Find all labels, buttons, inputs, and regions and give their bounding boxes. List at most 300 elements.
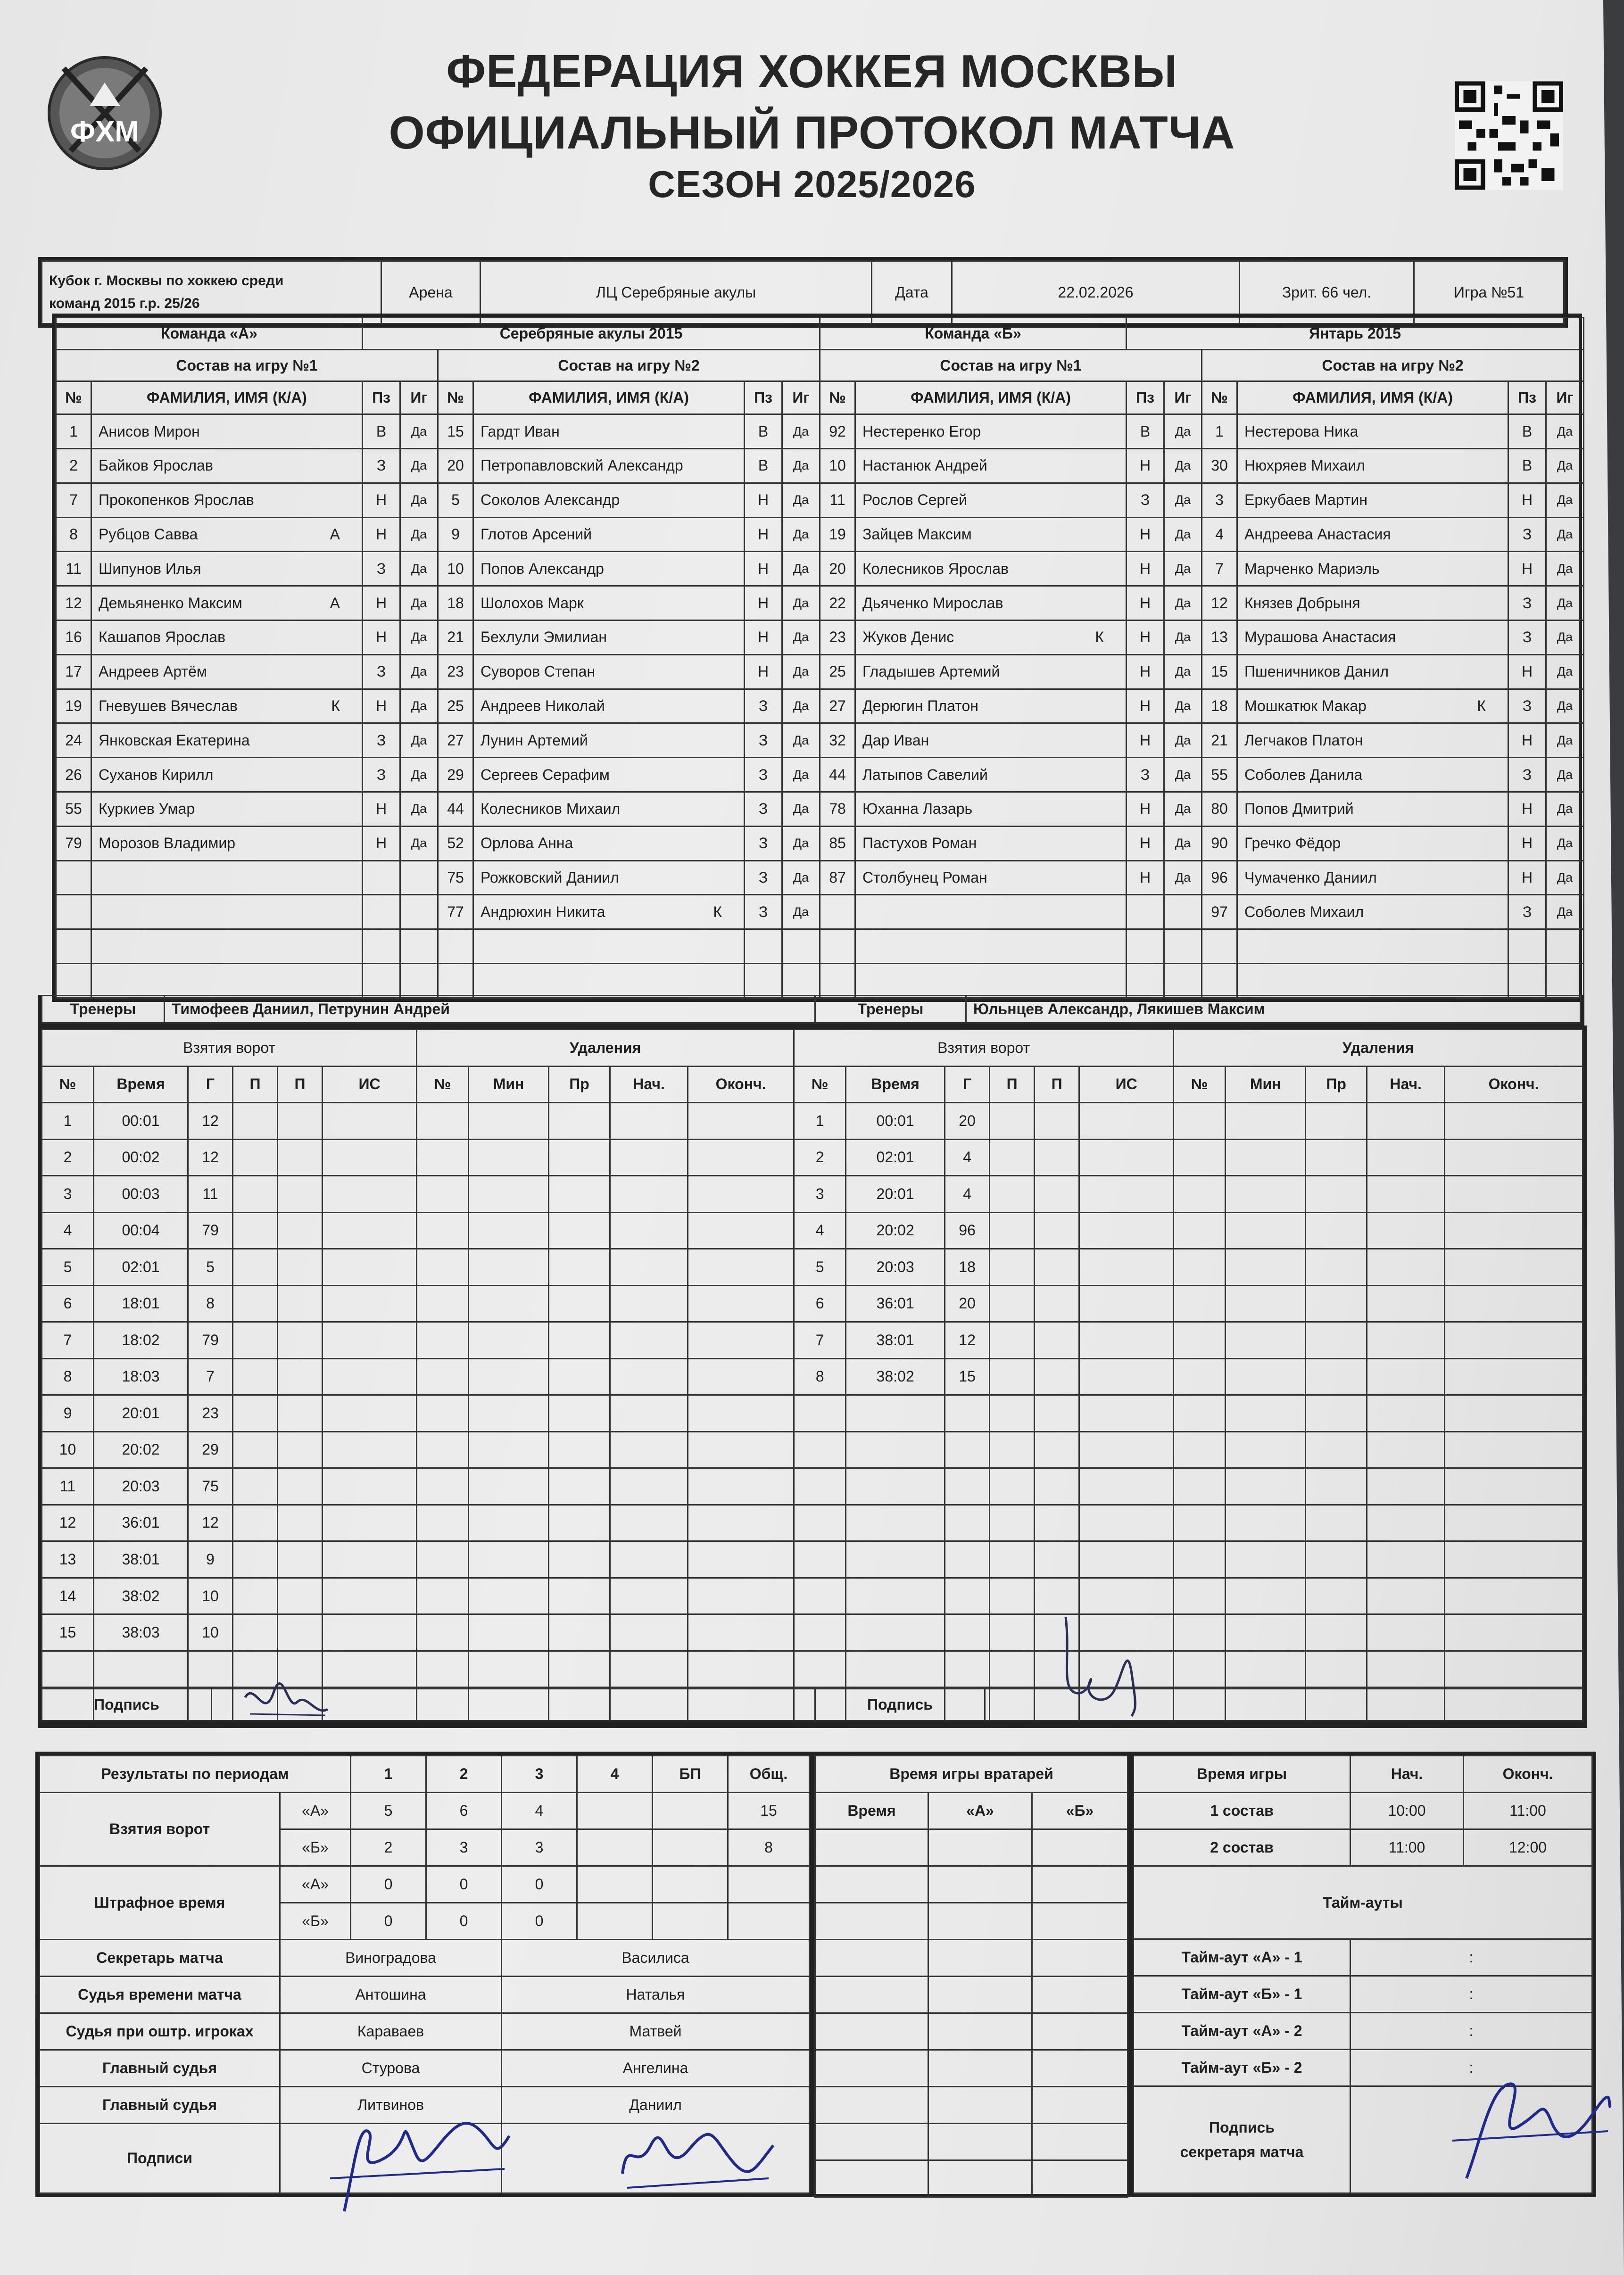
referee-signature-1: [325, 2098, 514, 2221]
player-number: 23: [820, 620, 855, 654]
col-goal-num: №: [42, 1066, 94, 1103]
penalty-cell: [549, 1249, 610, 1286]
goal-time: 38:02: [846, 1358, 945, 1395]
player-name: [473, 929, 745, 964]
goal-time: 20:02: [846, 1212, 945, 1249]
penalty-cell: [610, 1358, 688, 1395]
coach-b-signature: [1061, 1613, 1141, 1721]
penalty-cell: [1367, 1541, 1445, 1578]
col-assist2: П: [278, 1066, 323, 1103]
penalty-cell: [1445, 1431, 1583, 1468]
penalty-cell: [549, 1358, 610, 1395]
gk-cell: [1032, 2050, 1128, 2087]
player-name: [91, 758, 363, 792]
goal-scorer: 96: [945, 1212, 990, 1249]
player-name: [473, 758, 745, 792]
player-position: Н: [1508, 826, 1546, 860]
player-name-text: Андреева Анастасия: [1244, 525, 1391, 543]
player-plays: Да: [1164, 620, 1202, 654]
player-plays: Да: [400, 586, 438, 620]
goal-num: 3: [794, 1176, 846, 1213]
player-name: [91, 620, 363, 654]
goal-scorer: [945, 1468, 990, 1505]
timeout-row: [1134, 2013, 1592, 2050]
col-play: Иг: [1546, 381, 1584, 414]
penalty-cell: [1445, 1176, 1583, 1213]
player-number: [820, 929, 855, 964]
captain-mark: К: [1477, 697, 1486, 715]
penalty-cell: [417, 1139, 469, 1176]
gametime-row: [1134, 1829, 1592, 1866]
player-plays: Да: [1164, 586, 1202, 620]
coaches-b: Юльнцев Александр, Лякишев Максим: [966, 996, 1581, 1023]
goal-num: [794, 1505, 846, 1541]
penalty-cell: [469, 1249, 549, 1286]
penalty-cell: [1226, 1541, 1306, 1578]
player-name-text: Андрюхин Никита: [481, 903, 605, 920]
player-position: Н: [1508, 483, 1546, 517]
team-b-label: Команда «Б»: [820, 318, 1127, 350]
player-name: [473, 517, 745, 552]
player-position: Н: [745, 483, 782, 517]
event-row: [42, 1103, 1583, 1140]
event-row: [42, 1541, 1583, 1578]
goal-num: [794, 1395, 846, 1432]
goal-is: [1079, 1322, 1174, 1359]
goal-is: [1079, 1431, 1174, 1468]
player-plays: Да: [400, 620, 438, 654]
period-value: 3: [426, 1829, 502, 1866]
goal-num: 11: [42, 1468, 94, 1505]
player-number: 87: [820, 860, 855, 895]
player-position: [363, 929, 400, 964]
goal-assist: [990, 1431, 1035, 1468]
captain-mark: К: [713, 903, 722, 920]
gametime-row: [1134, 1793, 1592, 1829]
player-name: [1237, 586, 1508, 620]
player-number: 78: [820, 792, 855, 827]
official-row: [40, 1977, 810, 2013]
penalty-cell: [1445, 1505, 1583, 1541]
penalty-cell: [1226, 1651, 1306, 1688]
gk-cell: [928, 2124, 1032, 2160]
player-position: З: [1508, 689, 1546, 723]
gk-row: [815, 1829, 1128, 1866]
penalty-cell: [610, 1103, 688, 1140]
player-name: [91, 689, 363, 723]
gk-row: [815, 1866, 1128, 1903]
gk-cell: [815, 1977, 928, 2013]
player-plays: Да: [1164, 517, 1202, 552]
col-pen-end: Оконч.: [688, 1066, 794, 1103]
gk-a: «А»: [928, 1793, 1032, 1829]
period-value: [653, 1903, 728, 1940]
penalty-cell: [549, 1285, 610, 1322]
period-value: 0: [351, 1903, 426, 1940]
player-name: [91, 414, 363, 449]
col-name: ФАМИЛИЯ, ИМЯ (К/А): [91, 381, 363, 414]
player-name: [91, 654, 363, 689]
penalty-cell: [469, 1468, 549, 1505]
penalty-cell: [1226, 1395, 1306, 1432]
goal-assist: [1035, 1358, 1079, 1395]
player-name: [473, 654, 745, 689]
penalty-cell: [1445, 1541, 1583, 1578]
period-value: [653, 1793, 728, 1829]
penalty-cell: [610, 1139, 688, 1176]
player-number: [1202, 929, 1237, 964]
player-name: [91, 517, 363, 552]
goal-assist: [278, 1578, 323, 1614]
penalty-cell: [1174, 1212, 1226, 1249]
goal-is: [1079, 1176, 1174, 1213]
col-play: Иг: [1164, 381, 1202, 414]
referee-signature-2: [618, 2117, 778, 2197]
player-position: Н: [1508, 654, 1546, 689]
secretary-sign-line1: Подпись: [1209, 2119, 1275, 2136]
player-number: 52: [438, 826, 473, 860]
player-name-text: Рослов Сергей: [862, 491, 967, 509]
penalty-cell: [549, 1541, 610, 1578]
penalty-cell: [1306, 1249, 1367, 1286]
team-a-label: Команда «А»: [56, 318, 363, 350]
player-number: 4: [1202, 517, 1237, 552]
official-firstname: Ангелина: [502, 2050, 810, 2087]
lineup1-b: Состав на игру №1: [820, 349, 1202, 381]
period-bp: БП: [653, 1756, 728, 1793]
goal-assist: [278, 1212, 323, 1249]
player-position: Н: [363, 483, 400, 517]
penalty-cell: [469, 1176, 549, 1213]
penalty-cell: [1445, 1395, 1583, 1432]
goal-scorer: 10: [188, 1614, 233, 1651]
penalty-cell: [417, 1358, 469, 1395]
player-position: Н: [1508, 723, 1546, 758]
goal-is: [323, 1651, 417, 1688]
period-value: 6: [426, 1793, 502, 1829]
penalty-cell: [1367, 1285, 1445, 1322]
gk-cell: [928, 2087, 1032, 2124]
player-name: [1237, 860, 1508, 895]
coaches-b-label: Тренеры: [815, 996, 966, 1023]
penalty-cell: [549, 1322, 610, 1359]
penalty-cell: [610, 1431, 688, 1468]
qr-code: [1455, 80, 1563, 191]
period-value: [728, 1903, 810, 1940]
goal-assist: [1035, 1249, 1079, 1286]
player-plays: [400, 860, 438, 895]
penalty-cell: [1367, 1212, 1445, 1249]
player-plays: Да: [1546, 895, 1584, 929]
player-name: [1237, 792, 1508, 827]
timeout-row: [1134, 1939, 1592, 1976]
penalty-cell: [610, 1249, 688, 1286]
goal-num: 9: [42, 1395, 94, 1432]
penalty-cell: [1174, 1358, 1226, 1395]
goal-is: [323, 1541, 417, 1578]
penalty-cell: [1174, 1395, 1226, 1432]
period-p1: 1: [351, 1756, 426, 1793]
team-a-name: Серебряные акулы 2015: [363, 318, 820, 350]
player-number: 11: [56, 552, 91, 586]
period-value: [577, 1866, 653, 1903]
goal-scorer: [945, 1651, 990, 1688]
lineup2-b: Состав на игру №2: [1202, 349, 1584, 381]
player-name-text: Демьяненко Максим: [99, 594, 242, 612]
roster-row: [56, 586, 1584, 620]
goal-assist: [278, 1505, 323, 1541]
gk-cell: [928, 2013, 1032, 2050]
player-name-text: Легчаков Платон: [1244, 731, 1363, 749]
penalty-cell: [549, 1505, 610, 1541]
penalty-cell: [417, 1651, 469, 1688]
col-pen-reason: Пр: [549, 1066, 610, 1103]
player-name: [855, 689, 1127, 723]
player-plays: Да: [400, 792, 438, 827]
penalty-cell: [1367, 1651, 1445, 1688]
player-plays: Да: [782, 689, 820, 723]
goal-is: [323, 1578, 417, 1614]
penalty-cell: [469, 1358, 549, 1395]
player-name: [855, 586, 1127, 620]
player-position: З: [363, 654, 400, 689]
goal-scorer: 10: [188, 1578, 233, 1614]
player-number: 92: [820, 414, 855, 449]
player-number: 24: [56, 723, 91, 758]
player-name: [855, 620, 1127, 654]
tournament-line2: команд 2015 г.р. 25/26: [49, 296, 200, 311]
goal-num: [794, 1468, 846, 1505]
player-position: Н: [363, 689, 400, 723]
penalty-cell: [469, 1395, 549, 1432]
penalty-cell: [610, 1395, 688, 1432]
gk-title: Время игры вратарей: [815, 1756, 1128, 1793]
player-plays: Да: [782, 483, 820, 517]
goal-scorer: 75: [188, 1468, 233, 1505]
goal-assist: [1035, 1139, 1079, 1176]
player-name: [91, 723, 363, 758]
penalty-cell: [1226, 1139, 1306, 1176]
title-protocol: ОФИЦИАЛЬНЫЙ ПРОТОКОЛ МАТЧА: [389, 107, 1235, 158]
goal-assist: [233, 1358, 278, 1395]
col-pen-num: №: [417, 1066, 469, 1103]
goal-assist: [278, 1395, 323, 1432]
penalty-cell: [549, 1578, 610, 1614]
player-position: [745, 964, 782, 998]
penalty-cell: [1445, 1614, 1583, 1651]
penalty-cell: [610, 1322, 688, 1359]
gametime-lineup: 1 состав: [1134, 1793, 1351, 1829]
goal-time: 20:03: [846, 1249, 945, 1286]
player-name-text: Соболев Михаил: [1244, 903, 1364, 920]
player-plays: [400, 964, 438, 998]
player-plays: Да: [782, 792, 820, 827]
team-a-tag: «А»: [280, 1866, 351, 1903]
player-number: 21: [438, 620, 473, 654]
player-position: З: [1508, 895, 1546, 929]
roster-row: [56, 689, 1584, 723]
penalty-cell: [1306, 1468, 1367, 1505]
gk-row: [815, 1903, 1128, 1940]
goal-is: [1079, 1578, 1174, 1614]
player-name: [855, 552, 1127, 586]
player-name-text: Еркубаев Мартин: [1244, 491, 1368, 509]
roster-row: [56, 860, 1584, 895]
player-position: З: [363, 723, 400, 758]
penalty-cell: [1306, 1614, 1367, 1651]
penalty-cell: [1226, 1578, 1306, 1614]
captain-mark: А: [330, 594, 340, 612]
team-a-tag: «А»: [280, 1793, 351, 1829]
goal-assist: [233, 1139, 278, 1176]
player-position: [1508, 964, 1546, 998]
secretary-sign-line2: секретаря матча: [1180, 2143, 1304, 2160]
player-name-text: Бехлули Эмилиан: [481, 629, 607, 646]
penalty-cell: [1367, 1176, 1445, 1213]
player-name: [855, 758, 1127, 792]
period-value: [577, 1793, 653, 1829]
gk-cell: [815, 2124, 928, 2160]
player-position: Н: [1127, 826, 1164, 860]
penalty-cell: [1367, 1139, 1445, 1176]
penalty-cell: [1306, 1651, 1367, 1688]
goal-assist: [233, 1285, 278, 1322]
penalty-cell: [1174, 1431, 1226, 1468]
goalie-time: [811, 1752, 1132, 2197]
roster-row: [56, 929, 1584, 964]
player-number: 9: [438, 517, 473, 552]
roster-row: [56, 654, 1584, 689]
goal-num: 1: [42, 1103, 94, 1140]
roster-row: [56, 414, 1584, 449]
player-name-text: Зайцев Максим: [862, 525, 972, 543]
goal-assist: [990, 1139, 1035, 1176]
goal-num: 2: [794, 1139, 846, 1176]
player-position: Н: [1127, 517, 1164, 552]
player-name: [1237, 723, 1508, 758]
penalty-cell: [688, 1651, 794, 1688]
captain-mark: К: [331, 697, 340, 715]
penalty-cell: [1306, 1103, 1367, 1140]
goal-is: [323, 1395, 417, 1432]
player-plays: [1164, 929, 1202, 964]
goal-num: [794, 1541, 846, 1578]
goal-time: 38:02: [94, 1578, 188, 1614]
goal-num: [794, 1578, 846, 1614]
penalty-cell: [1445, 1249, 1583, 1286]
player-name: [855, 448, 1127, 483]
col-is: ИС: [323, 1066, 417, 1103]
player-plays: Да: [782, 448, 820, 483]
player-plays: Да: [1546, 654, 1584, 689]
goal-time: 38:01: [94, 1541, 188, 1578]
penalty-cell: [417, 1614, 469, 1651]
official-role: Главный судья: [40, 2050, 280, 2087]
player-position: Н: [1127, 552, 1164, 586]
goal-time: 20:01: [846, 1176, 945, 1213]
goal-is: [323, 1614, 417, 1651]
penalty-cell: [688, 1541, 794, 1578]
captain-mark: К: [1095, 629, 1104, 646]
player-plays: Да: [1164, 448, 1202, 483]
gametime-lineup: 2 состав: [1134, 1829, 1351, 1866]
goal-num: 10: [42, 1431, 94, 1468]
penalty-cell: [610, 1212, 688, 1249]
player-name: [1237, 758, 1508, 792]
event-row: [42, 1249, 1583, 1286]
player-name-text: Суханов Кирилл: [99, 766, 214, 783]
goal-assist: [233, 1578, 278, 1614]
player-position: З: [745, 895, 782, 929]
period-value: 2: [351, 1829, 426, 1866]
penalty-cell: [688, 1285, 794, 1322]
player-number: 10: [820, 448, 855, 483]
penalty-cell: [1306, 1322, 1367, 1359]
player-position: З: [745, 792, 782, 827]
player-name: [91, 895, 363, 929]
player-number: 2: [56, 448, 91, 483]
penalty-cell: [469, 1651, 549, 1688]
player-position: З: [1508, 517, 1546, 552]
player-position: Н: [1127, 654, 1164, 689]
penalty-cell: [549, 1614, 610, 1651]
player-position: [363, 895, 400, 929]
player-plays: [400, 895, 438, 929]
event-row: [42, 1212, 1583, 1249]
goal-assist: [990, 1322, 1035, 1359]
player-plays: Да: [782, 517, 820, 552]
player-plays: [400, 929, 438, 964]
penalty-cell: [417, 1212, 469, 1249]
player-name-text: Попов Дмитрий: [1244, 800, 1354, 818]
player-plays: [1164, 895, 1202, 929]
gk-cell: [815, 1829, 928, 1866]
goal-time: 18:02: [94, 1322, 188, 1359]
player-name-text: Байков Ярослав: [99, 457, 213, 474]
player-name: [855, 895, 1127, 929]
player-position: Н: [363, 620, 400, 654]
roster-row: [56, 895, 1584, 929]
col-pen-reason: Пр: [1306, 1066, 1367, 1103]
goal-scorer: 9: [188, 1541, 233, 1578]
penalty-cell: [1445, 1322, 1583, 1359]
penalty-cell: [1445, 1358, 1583, 1395]
goal-assist: [990, 1395, 1035, 1432]
goal-num: 3: [42, 1176, 94, 1213]
player-name-text: Янковская Екатерина: [99, 731, 250, 749]
player-plays: [1164, 964, 1202, 998]
arena-label: Арена: [381, 261, 481, 324]
goal-is: [323, 1358, 417, 1395]
penalty-cell: [469, 1541, 549, 1578]
penalty-cell: [1174, 1139, 1226, 1176]
player-number: 1: [56, 414, 91, 449]
player-position: Н: [1127, 586, 1164, 620]
period-value: 0: [502, 1866, 577, 1903]
penalty-cell: [610, 1578, 688, 1614]
player-position: Н: [745, 620, 782, 654]
col-pen-num: №: [1174, 1066, 1226, 1103]
title-federation: ФЕДЕРАЦИЯ ХОККЕЯ МОСКВЫ: [446, 45, 1178, 97]
penalty-cell: [1306, 1212, 1367, 1249]
player-name: [91, 552, 363, 586]
player-number: 27: [438, 723, 473, 758]
player-name: [473, 620, 745, 654]
goal-time: 00:01: [94, 1103, 188, 1140]
results-goals_label: Взятия ворот: [40, 1793, 280, 1866]
penalty-cell: [417, 1468, 469, 1505]
player-number: [1202, 964, 1237, 998]
